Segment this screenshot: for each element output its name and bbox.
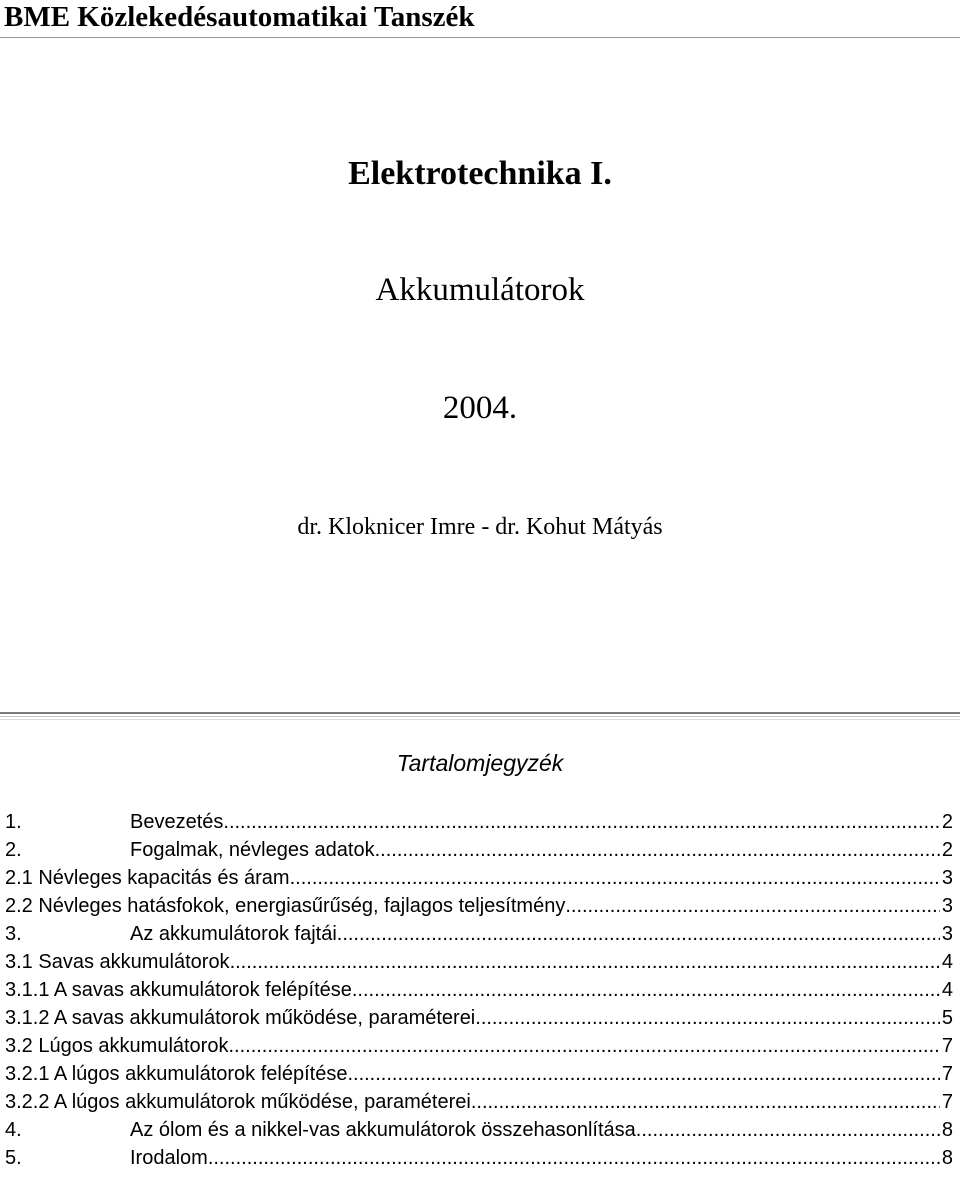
toc-dot-leader [230, 948, 940, 976]
toc-entry-page: 8 [941, 1147, 953, 1169]
toc-entry-page: 2 [941, 811, 953, 833]
toc-entry-title: 3.2 Lúgos akkumulátorok [5, 1035, 229, 1057]
toc-dot-leader [352, 976, 940, 1004]
document-subtitle: Akkumulátorok [375, 272, 585, 308]
section-divider-top [0, 712, 960, 714]
document-title: Elektrotechnika I. [348, 155, 612, 192]
toc-entry-title: 3.1 Savas akkumulátorok [5, 951, 230, 973]
toc-dot-leader [347, 1060, 939, 1088]
document-authors: dr. Kloknicer Imre - dr. Kohut Mátyás [297, 514, 663, 540]
toc-entry-title: Irodalom [130, 1147, 208, 1169]
toc-entry-page: 8 [941, 1119, 953, 1141]
toc-entry-hatasfokok[interactable] [5, 892, 953, 920]
toc-entry-fajtai[interactable] [5, 920, 953, 948]
toc-dot-leader [475, 1004, 940, 1032]
toc-entry-title: 2.2 Névleges hatásfokok, energiasűrűség, fajlagos teljesítmény [5, 895, 566, 917]
toc-dot-leader [337, 920, 940, 948]
toc-entry-lugos-felepitese[interactable] [5, 1060, 953, 1088]
toc-entry-title: 3.2.1 A lúgos akkumulátorok felépítése [5, 1063, 348, 1085]
toc-entry-title: Az akkumulátorok fajtái [130, 923, 337, 945]
toc-dot-leader [208, 1144, 940, 1172]
toc-heading: Tartalomjegyzék [396, 750, 564, 776]
toc-entry-lugos[interactable] [5, 1032, 953, 1060]
toc-entry-page: 4 [941, 951, 953, 973]
toc-entry-title: Bevezetés [130, 811, 224, 833]
header-divider [0, 37, 960, 38]
toc-entry-number: 5. [5, 1147, 22, 1169]
toc-entry-irodalom[interactable] [5, 1144, 953, 1172]
toc-entry-lugos-mukodese[interactable] [5, 1088, 953, 1116]
toc-entry-savas-felepitese[interactable] [5, 976, 953, 1004]
toc-dot-leader [223, 808, 939, 836]
toc-entry-page: 5 [941, 1007, 953, 1029]
toc-entry-page: 4 [941, 979, 953, 1001]
toc-entry-fogalmak[interactable] [5, 836, 953, 864]
toc-entry-title: 3.1.2 A savas akkumulátorok működése, paraméterei [5, 1007, 476, 1029]
document-year: 2004. [442, 390, 518, 426]
toc-entry-page: 3 [941, 867, 953, 889]
toc-dot-leader [565, 892, 940, 920]
toc-entry-page: 7 [941, 1035, 953, 1057]
toc-dot-leader [228, 1032, 939, 1060]
section-divider-bottom [0, 719, 960, 720]
toc-entry-title: 3.2.2 A lúgos akkumulátorok működése, paraméterei [5, 1091, 471, 1113]
toc-entry-number: 3. [5, 923, 22, 945]
toc-entry-kapacitas[interactable] [5, 864, 953, 892]
toc-entry-savas[interactable] [5, 948, 953, 976]
toc-entry-page: 2 [941, 839, 953, 861]
toc-entry-page: 3 [941, 895, 953, 917]
toc-entry-title: 2.1 Névleges kapacitás és áram [5, 867, 290, 889]
toc-entry-title: Fogalmak, névleges adatok [130, 839, 375, 861]
toc-entry-title: 3.1.1 A savas akkumulátorok felépítése [5, 979, 352, 1001]
toc-entry-title: Az ólom és a nikkel-vas akkumulátorok összehasonlítása [130, 1119, 636, 1141]
section-divider-middle [0, 716, 960, 717]
toc-entry-savas-mukodese[interactable] [5, 1004, 953, 1032]
toc-entry-page: 7 [941, 1091, 953, 1113]
toc-entry-page: 3 [941, 923, 953, 945]
institution-header: BME Közlekedésautomatikai Tanszék [4, 1, 475, 33]
toc-entry-number: 2. [5, 839, 22, 861]
toc-entry-number: 4. [5, 1119, 22, 1141]
toc-entry-page: 7 [941, 1063, 953, 1085]
toc-entry-number: 1. [5, 811, 22, 833]
toc-dot-leader [471, 1088, 940, 1116]
toc-dot-leader [636, 1116, 940, 1144]
toc-dot-leader [290, 864, 940, 892]
toc-dot-leader [375, 836, 940, 864]
toc-entry-osszehasonlitas[interactable] [5, 1116, 953, 1144]
toc-entry-bevezetes[interactable] [5, 808, 953, 836]
